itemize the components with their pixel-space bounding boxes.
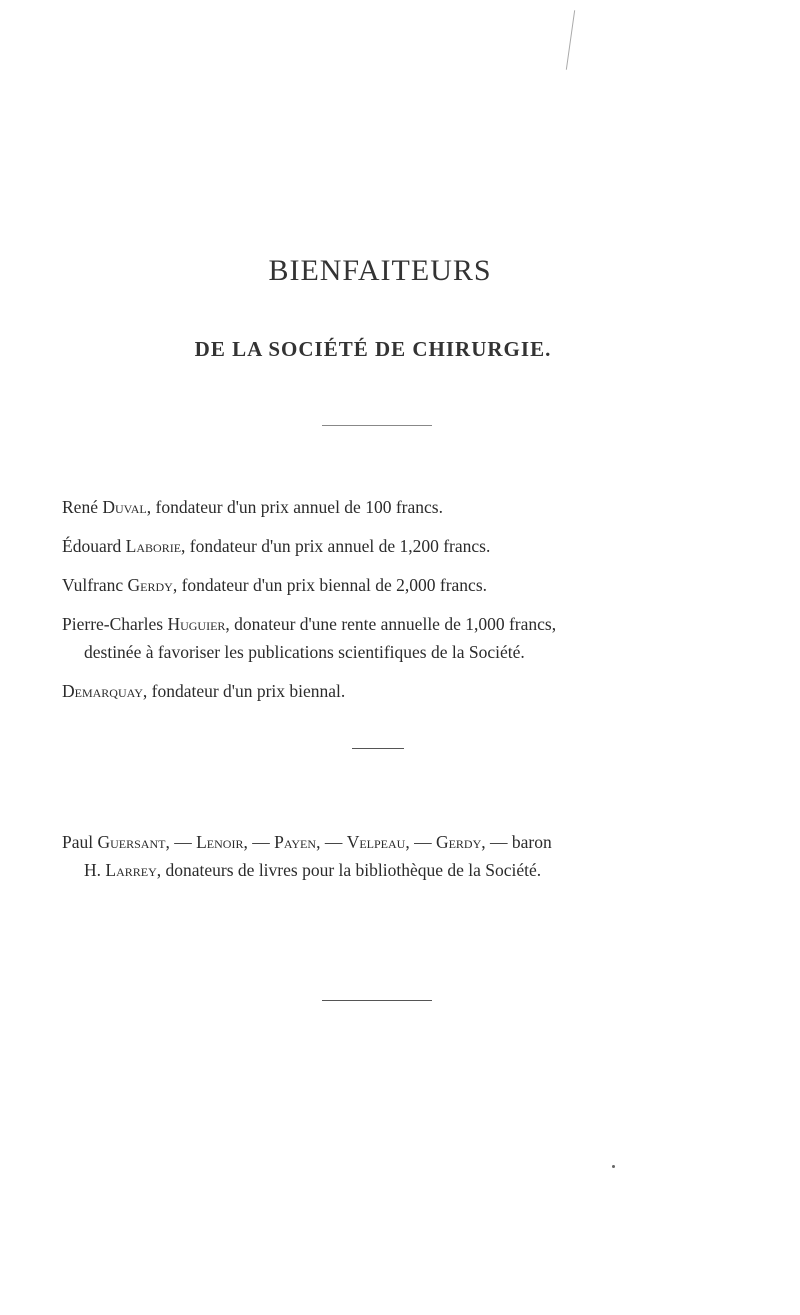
donor-separator: , — xyxy=(405,832,436,852)
benefactor-first-name: Vulfranc xyxy=(62,575,128,595)
benefactor-description: , donateur d'une rente annuelle de 1,000 francs, xyxy=(225,614,557,634)
benefactor-surname: Laborie xyxy=(125,536,182,556)
pencil-mark xyxy=(566,10,575,70)
benefactor-first-name: René xyxy=(62,497,103,517)
benefactor-surname: Gerdy xyxy=(127,575,173,595)
donor-separator: , — xyxy=(243,832,275,852)
donor-name: Gerdy xyxy=(435,832,482,852)
donors-entry xyxy=(62,828,742,884)
donor-separator: , — xyxy=(316,832,347,852)
separator-rule xyxy=(322,1000,432,1001)
benefactor-surname: Huguier xyxy=(167,614,226,634)
paper-speck xyxy=(612,1165,615,1168)
benefactor-entry xyxy=(62,610,742,666)
donor-name: Velpeau xyxy=(346,832,406,852)
donor-suffix: , — baron xyxy=(481,832,552,852)
benefactor-entry xyxy=(62,571,702,599)
donor-first-name: Paul xyxy=(62,832,98,852)
donor-initial: H. xyxy=(84,860,106,880)
benefactor-first-name: Édouard xyxy=(62,536,126,556)
donor-separator: , — xyxy=(165,832,197,852)
benefactor-entry xyxy=(62,677,702,705)
donor-name: Lenoir xyxy=(196,832,244,852)
separator-rule xyxy=(352,748,404,749)
separator-rule xyxy=(322,425,432,426)
benefactor-description: , fondateur d'un prix biennal. xyxy=(142,681,346,701)
benefactor-description: , fondateur d'un prix annuel de 100 francs. xyxy=(146,497,443,517)
donor-name: Payen xyxy=(274,832,317,852)
benefactor-first-name: Pierre-Charles xyxy=(62,614,168,634)
donor-name: Guersant xyxy=(97,832,166,852)
benefactor-entry xyxy=(62,532,702,560)
donors-description: , donateurs de livres pour la bibliothèque de la Société. xyxy=(156,860,542,880)
benefactor-description-continuation: destinée à favoriser les publications scientifiques de la Société. xyxy=(84,642,525,662)
benefactor-entry xyxy=(62,493,702,521)
benefactor-surname: Duval xyxy=(102,497,147,517)
page-title: BIENFAITEURS xyxy=(268,254,492,287)
donors-continuation xyxy=(62,856,742,884)
benefactor-description: , fondateur d'un prix biennal de 2,000 francs. xyxy=(172,575,487,595)
donor-name: Larrey xyxy=(105,860,157,880)
page-subtitle: DE LA SOCIÉTÉ DE CHIRURGIE. xyxy=(194,337,552,361)
benefactor-surname: Demarquay xyxy=(62,681,143,701)
benefactor-description: , fondateur d'un prix annuel de 1,200 francs. xyxy=(181,536,491,556)
